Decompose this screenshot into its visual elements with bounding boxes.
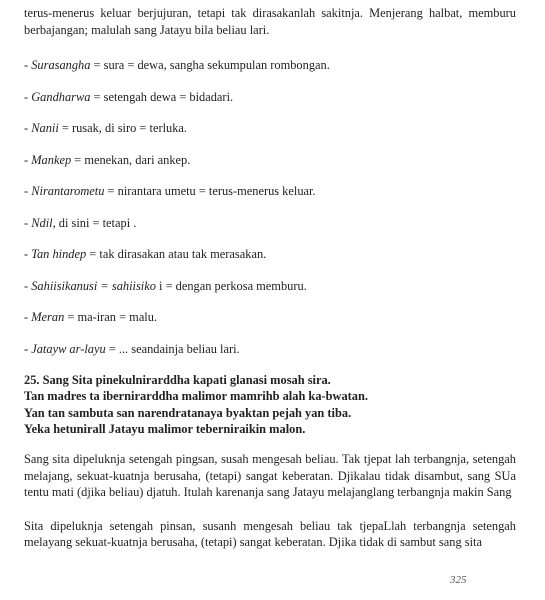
glossary-entry: - Jatayw ar-layu = ... seandainja beliau lari. [24, 341, 240, 356]
glossary-entry: - Meran = ma-iran = malu. [24, 310, 158, 324]
translation-paragraph: Sang sita dipeluknja setengah pingsan, susah mengesah beliau. Tak tjepat lah terbangnja, setengah melajang, sekuat-kuatnja berusaha, (tetapi) sangat keberatan. Djikalau tidak disambut, sang SUa tentu mati (djika beliau) djatuh. Itulah karenanja sang Jatayu melajanglang terbangnja makin Sang [24, 452, 516, 500]
glossary-definition: = nirantara umetu = terus-menerus keluar. [104, 184, 316, 198]
glossary-definition: = menekan, dari ankep. [71, 152, 191, 167]
glossary-definition: = setengah dewa = bidadari. [90, 89, 234, 104]
glossary-term: Ndil [31, 215, 53, 230]
glossary-entry: - Gandharwa = setengah dewa = bidadari. [24, 89, 234, 104]
glossary-definition: = ... seandainja beliau lari. [105, 341, 240, 356]
glossary-definition: i = dengan perkosa memburu. [155, 278, 307, 293]
glossary-definition: = ma-iran = malu. [64, 310, 158, 324]
glossary-entry: - Nirantarometu = nirantara umetu = terus-menerus keluar. [24, 184, 316, 198]
verse-line: Yeka hetunirall Jatayu malimor teberniraikin malon. [24, 421, 306, 436]
glossary-term: Surasangha [31, 58, 91, 72]
glossary-term: Tan hindep [31, 247, 87, 261]
verse-line: Yan tan sambuta san narendratanaya byaktan pejah yan tiba. [24, 405, 352, 420]
glossary-definition: = sura = dewa, sangha sekumpulan rombongan. [90, 58, 330, 72]
glossary-entry: - Tan hindep = tak dirasakan atau tak merasakan. [24, 247, 267, 261]
glossary-entry: - Nanii = rusak, di siro = terluka. [24, 121, 188, 135]
glossary-term: Mankep [31, 152, 72, 167]
document-page [24, 5, 516, 551]
glossary-entry: - Surasangha = sura = dewa, sangha sekumpulan rombongan. [24, 58, 330, 72]
glossary-entry: - Ndil, di sini = tetapi . [24, 215, 137, 230]
verse-line: Tan madres ta ibernirarddha malimor mamrihb alah ka-bwatan. [24, 389, 368, 404]
glossary-definition: , di sini = tetapi . [52, 215, 137, 230]
glossary-definition: = tak dirasakan atau tak merasakan. [86, 247, 267, 261]
glossary-definition: = rusak, di siro = terluka. [58, 121, 188, 135]
verse-line: 25. Sang Sita pinekulnirarddha kapati glanasi mosah sira. [24, 373, 331, 387]
glossary-term: Meran [31, 310, 65, 324]
glossary-term: Nanii [31, 121, 59, 135]
page-number: 325 [450, 574, 467, 586]
glossary-entry: - Mankep = menekan, dari ankep. [24, 152, 191, 167]
verse-stanza [24, 372, 516, 437]
glossary-term: Jatayw ar-layu [31, 341, 106, 356]
translation-paragraph-continued: Sita dipeluknja setengah pinsan, susanh mengesah beliau tak tjepaLlah terbangnja setengah melayang sekuat-kuatnja berusaha, (tetapi) sangat keberatan. Djika tidak di sambut sang sita [24, 518, 516, 550]
glossary-term: Nirantarometu [31, 184, 105, 198]
glossary-term: Gandharwa [31, 89, 91, 104]
intro-paragraph: terus-menerus keluar berjujuran, tetapi tak dirasakanlah sakitnja. Menjerang halbat, memburu berbajangan; malulah sang Jatayu bila beliau lari. [24, 6, 516, 37]
glossary-term: Sahiisikanusi = sahiisiko [31, 278, 156, 293]
glossary-entry: - Sahiisikanusi = sahiisiko i = dengan perkosa memburu. [24, 278, 307, 293]
glossary-list [24, 57, 516, 357]
